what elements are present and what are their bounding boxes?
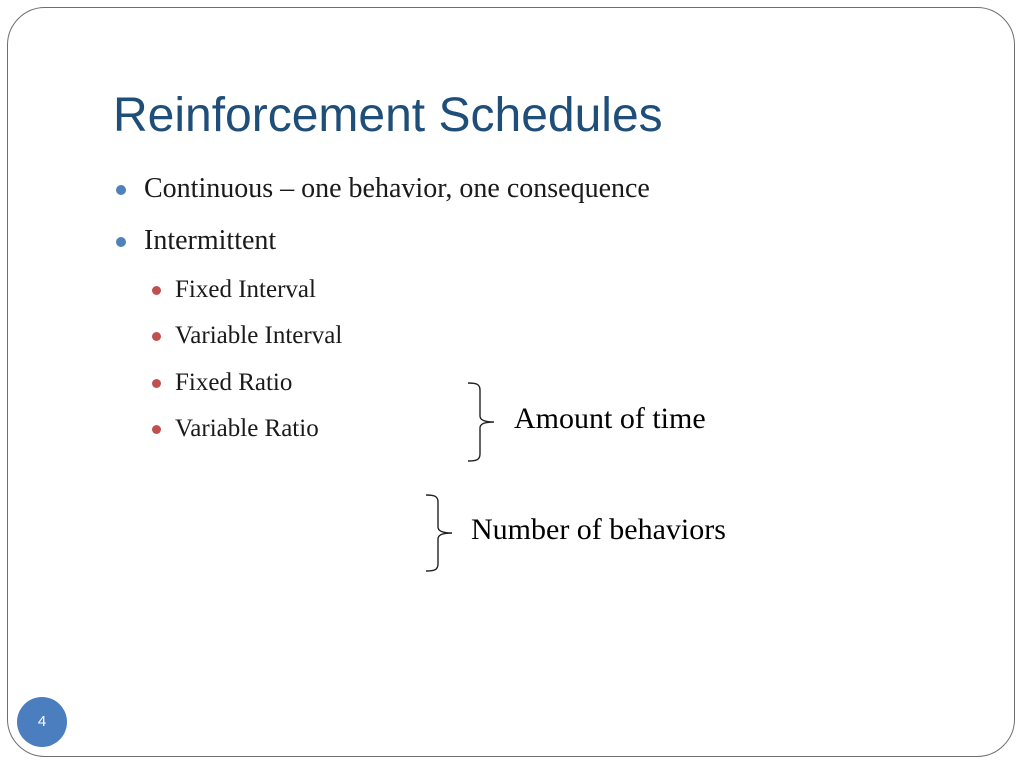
sub-bullet-text: Variable Ratio xyxy=(175,415,319,442)
sub-bullet-dot-icon xyxy=(152,286,161,295)
right-brace-behaviors-icon xyxy=(424,492,458,574)
bullet-intermittent xyxy=(144,224,276,258)
bullet-dot-icon xyxy=(116,185,126,195)
sub-bullet-dot-icon xyxy=(152,332,161,341)
sub-bullet-dot-icon xyxy=(152,379,161,388)
bullet-continuous xyxy=(144,172,650,206)
sub-bullet-variable-ratio xyxy=(175,414,319,444)
right-brace-time-icon xyxy=(466,380,500,464)
bullet-text: Continuous – one behavior, one consequence xyxy=(144,173,650,204)
sub-bullet-dot-icon xyxy=(152,425,161,434)
sub-bullet-fixed-interval xyxy=(175,275,316,305)
sub-bullet-text: Fixed Interval xyxy=(175,276,316,303)
bullet-dot-icon xyxy=(116,237,126,247)
bullet-text: Intermittent xyxy=(144,225,277,256)
sub-bullet-text: Variable Interval xyxy=(175,322,343,349)
slide-title: Reinforcement Schedules xyxy=(113,89,663,142)
sub-bullet-fixed-ratio xyxy=(175,368,292,398)
sub-bullet-text: Fixed Ratio xyxy=(175,369,293,396)
sub-bullet-variable-interval xyxy=(175,321,342,351)
annotation-number-of-behaviors: Number of behaviors xyxy=(471,513,726,546)
page-number-badge: 4 xyxy=(17,697,67,747)
annotation-amount-of-time: Amount of time xyxy=(514,402,706,435)
